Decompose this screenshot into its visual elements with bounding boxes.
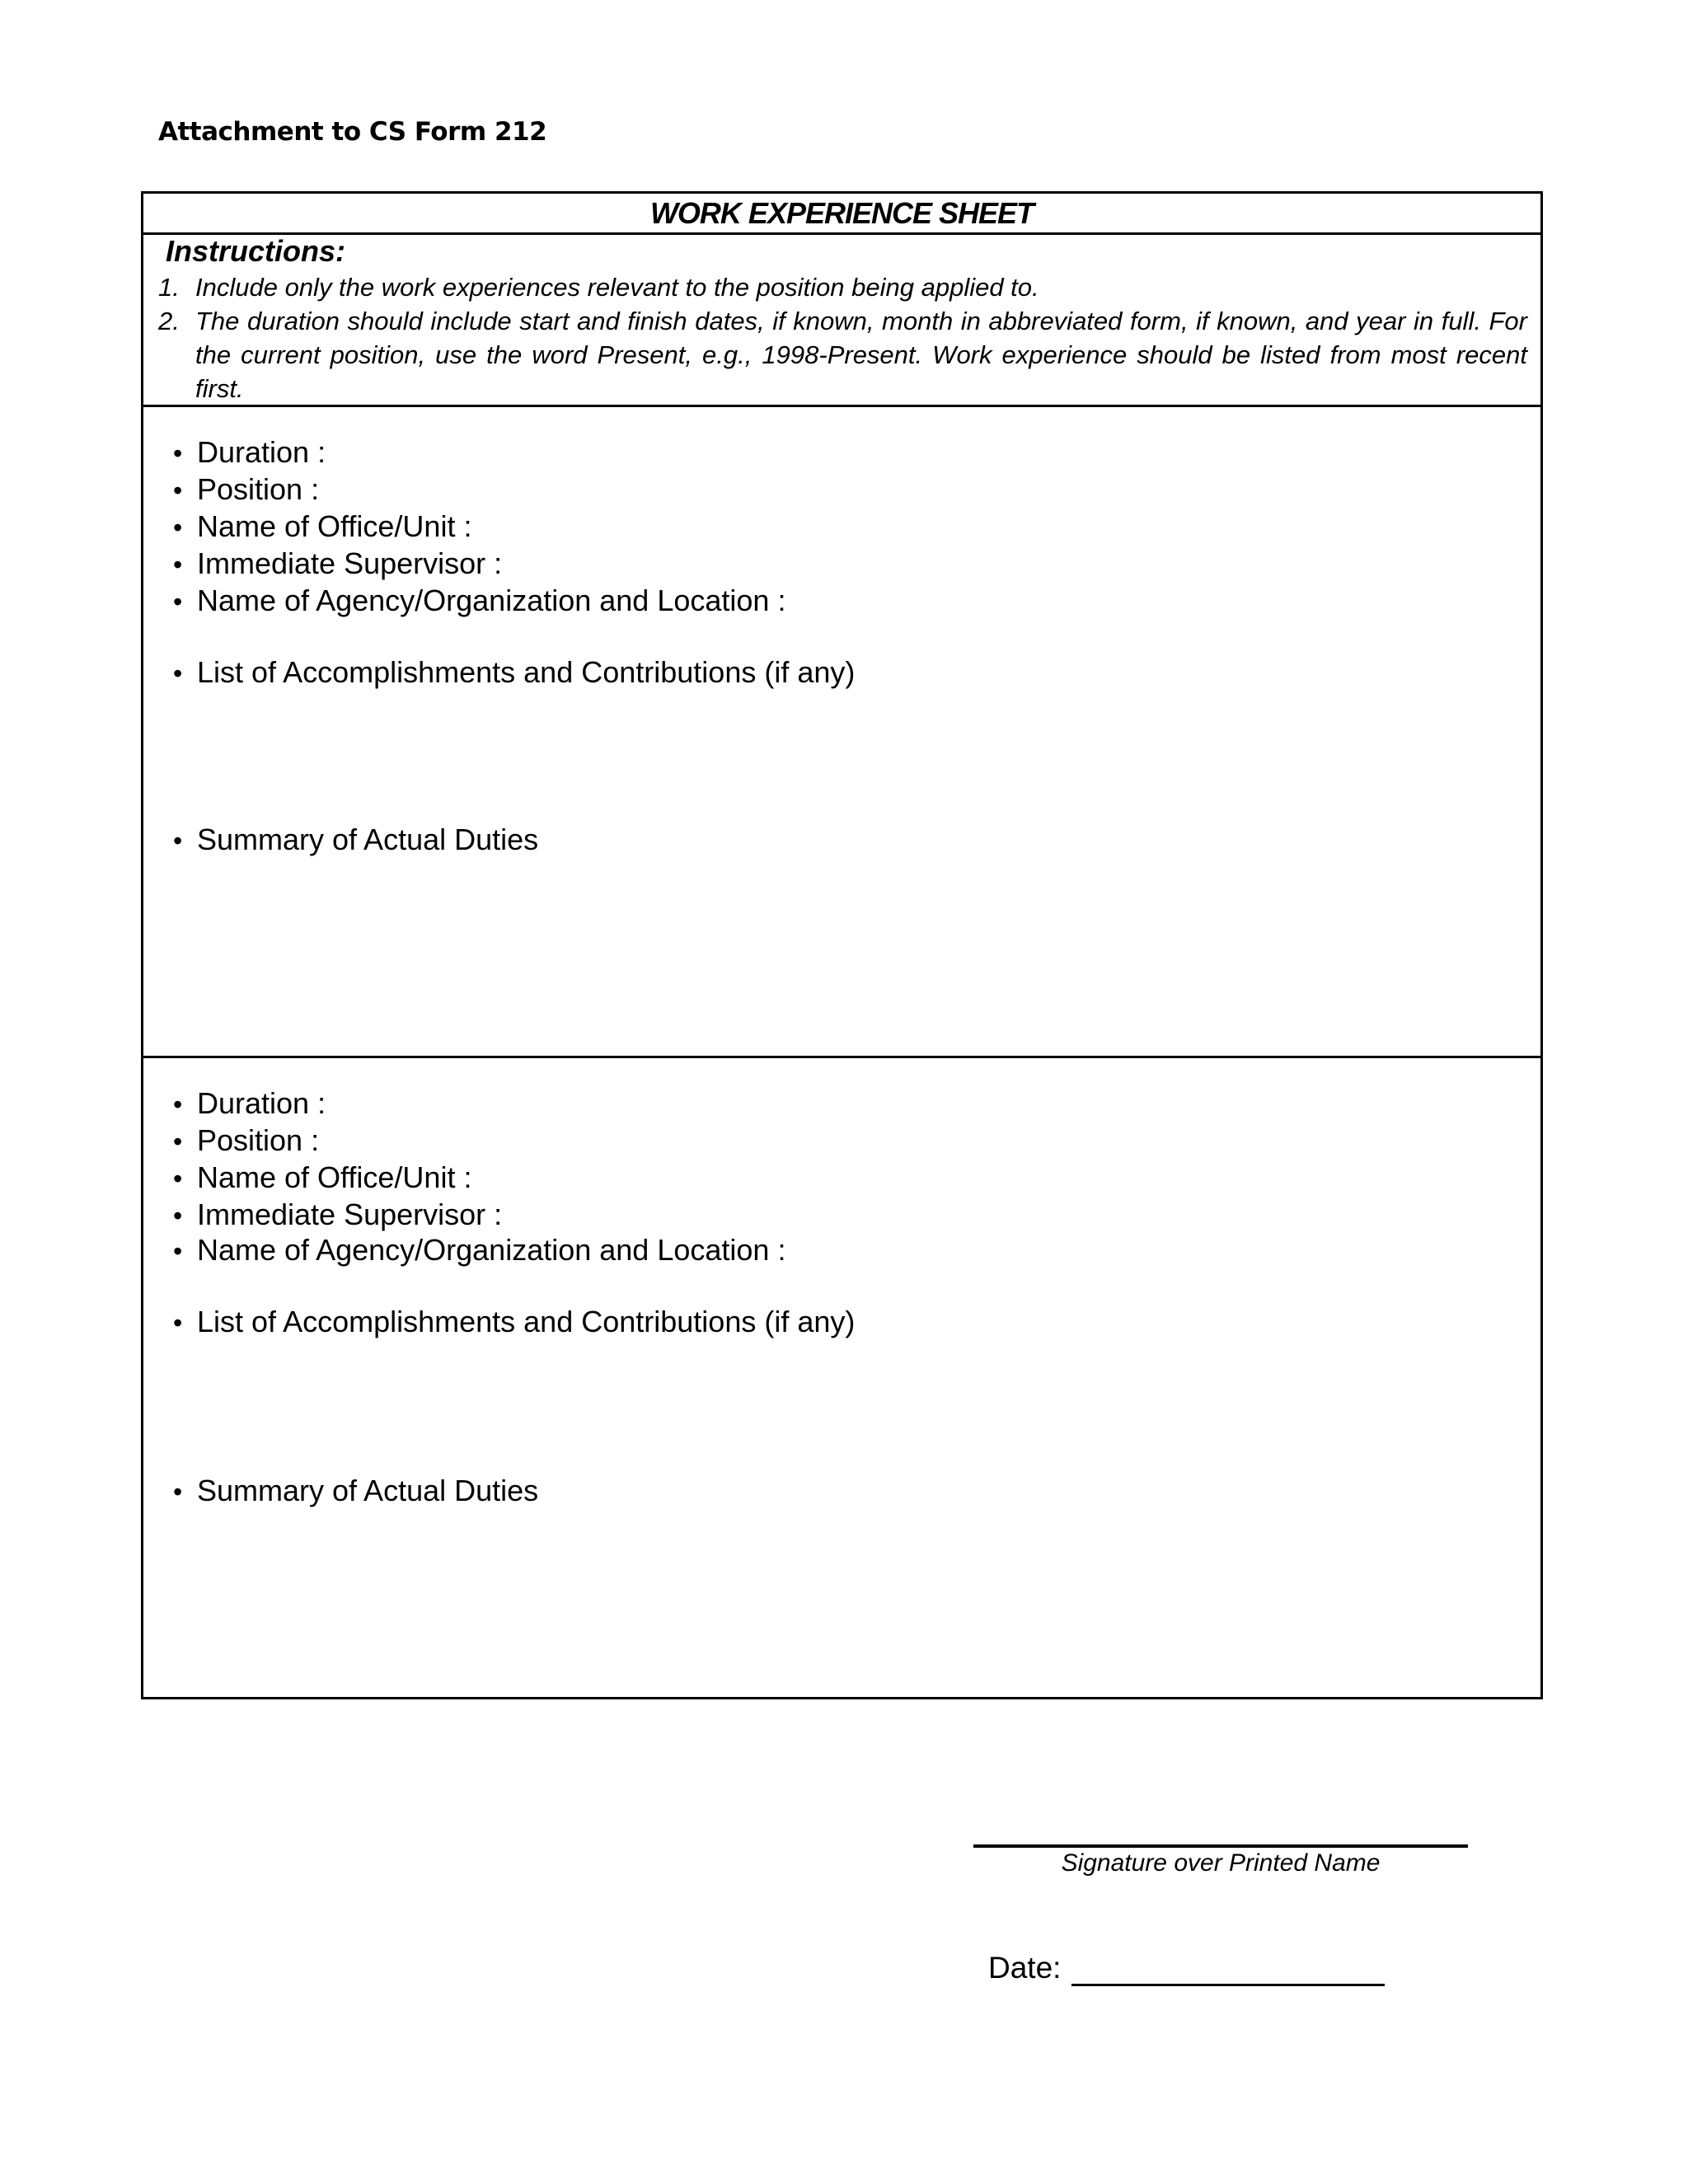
position-field[interactable] (173, 473, 319, 507)
instruction-item (158, 270, 1527, 304)
agency-field[interactable] (173, 584, 785, 618)
work-experience-entry (143, 407, 1540, 1058)
accomplishments-field[interactable] (173, 1305, 855, 1339)
bullet-icon: • (173, 1164, 183, 1193)
instruction-text: The duration should include start and finish dates, if known, month in abbreviated form, if known, and year in full. For the current position, use the word Present, e.g., 1998-Present. Work experience should be listed from most recent first. (195, 307, 1527, 403)
bullet-icon: • (173, 826, 183, 855)
bullet-icon: • (173, 1308, 183, 1338)
field-label: Immediate Supervisor : (197, 1197, 503, 1231)
bullet-icon: • (173, 1201, 183, 1230)
bullet-icon: • (173, 476, 183, 505)
field-label: Name of Agency/Organization and Location : (197, 583, 786, 617)
instruction-number: 1. (158, 273, 180, 302)
duration-field[interactable] (173, 1087, 326, 1121)
bullet-icon: • (173, 1236, 183, 1266)
field-label: Position : (197, 1123, 320, 1157)
bullet-icon: • (173, 658, 183, 688)
field-label: Duration : (197, 1086, 326, 1120)
accomplishments-field[interactable] (173, 656, 855, 690)
field-label: Name of Office/Unit : (197, 1160, 472, 1194)
instruction-text: Include only the work experiences relevant to the position being applied to. (195, 273, 1039, 302)
instruction-number: 2. (158, 307, 180, 335)
duties-field[interactable] (173, 823, 538, 857)
bullet-icon: • (173, 587, 183, 616)
bullet-icon: • (173, 438, 183, 468)
field-label: List of Accomplishments and Contributions (if any) (197, 655, 856, 689)
field-label: List of Accomplishments and Contributions (if any) (197, 1305, 856, 1338)
bullet-icon: • (173, 550, 183, 579)
bullet-icon: • (173, 1090, 183, 1119)
office-field[interactable] (173, 1161, 471, 1195)
field-label: Duration : (197, 435, 326, 469)
office-field[interactable] (173, 510, 471, 544)
supervisor-field[interactable] (173, 1198, 502, 1232)
duration-field[interactable] (173, 436, 326, 470)
bullet-icon: • (173, 1477, 183, 1507)
instruction-item (158, 304, 1527, 405)
date-label: Date: (988, 1951, 1062, 1985)
instructions-list (158, 270, 1527, 405)
field-label: Summary of Actual Duties (197, 823, 539, 856)
bullet-icon: • (173, 513, 183, 542)
instructions-heading: Instructions: (166, 234, 346, 268)
signature-label: Signature over Printed Name (1061, 1849, 1381, 1877)
date-line[interactable] (1071, 1984, 1385, 1986)
work-experience-form (141, 191, 1543, 1699)
attachment-label: Attachment to CS Form 212 (158, 117, 547, 147)
duties-field[interactable] (173, 1474, 538, 1508)
instructions-section (143, 232, 1540, 407)
field-label: Summary of Actual Duties (197, 1474, 539, 1507)
field-label: Immediate Supervisor : (197, 546, 503, 580)
position-field[interactable] (173, 1124, 319, 1158)
field-label: Name of Office/Unit : (197, 509, 472, 543)
work-experience-entry (143, 1058, 1540, 1697)
signature-line[interactable] (973, 1844, 1468, 1848)
agency-field[interactable] (173, 1234, 785, 1268)
field-label: Position : (197, 472, 320, 506)
form-title: WORK EXPERIENCE SHEET (143, 194, 1540, 235)
supervisor-field[interactable] (173, 547, 502, 581)
field-label: Name of Agency/Organization and Location : (197, 1233, 786, 1267)
bullet-icon: • (173, 1127, 183, 1156)
